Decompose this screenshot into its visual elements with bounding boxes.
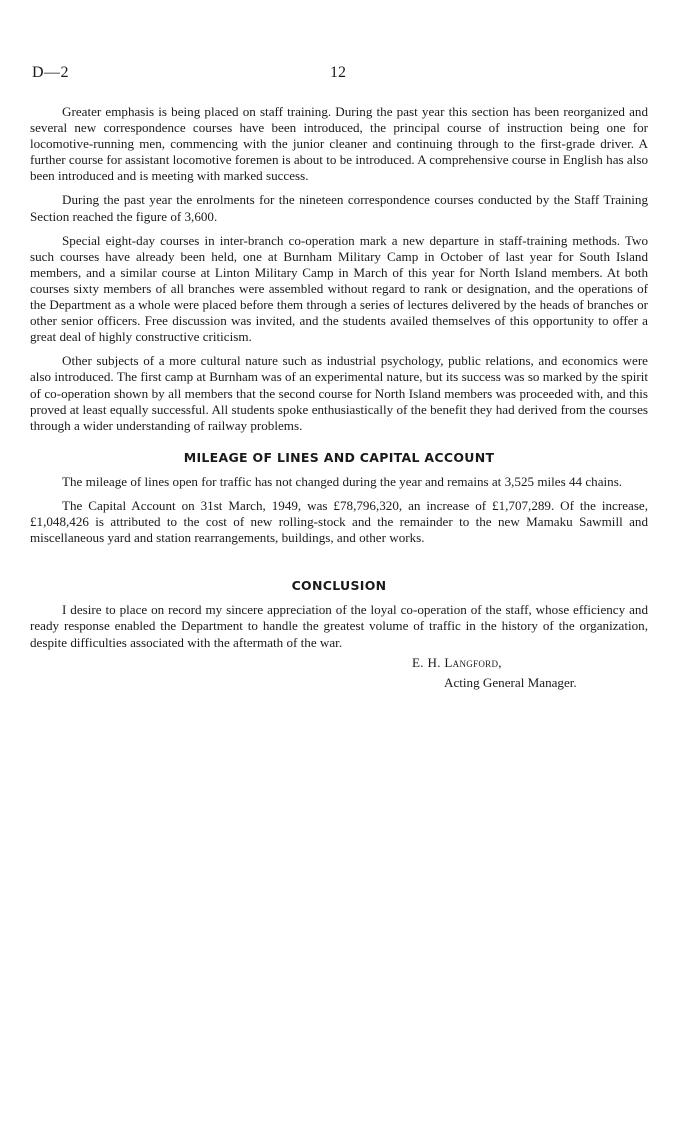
document-reference: D—2 (32, 64, 70, 81)
section-heading-conclusion: CONCLUSION (291, 578, 387, 594)
paragraph-mileage: The mileage of lines open for traffic has not changed during the year and remains at 3,525 miles 44 chains. (62, 473, 623, 489)
paragraph-capital-account: The Capital Account on 31st March, 1949, was £78,796,320, an increase of £1,707,289. Of the increase, £1,048,426 is attributed to the cost of new rolling-stock and the remainder to the new Mamaku Sawmill and miscellaneous yard and station rearrangements, buildings, and other works. (30, 497, 648, 546)
signature-block (30, 653, 648, 693)
signatory-title: Acting General Manager. (444, 674, 577, 690)
paragraph-conclusion: I desire to place on record my sincere appreciation of the loyal co-operation of the staff, whose efficiency and ready response enabled the Department to handle the greatest volume of traffic in the history of the organization, despite difficulties associated with the aftermath of the war. (30, 602, 648, 650)
paragraph-enrolments: During the past year the enrolments for the nineteen correspondence courses conducted by the Staff Training Section reached the figure of 3,600. (30, 192, 648, 224)
paragraph-staff-training: Greater emphasis is being placed on staff training. During the past year this section has been reorganized and several new correspondence courses have been introduced, the principal course of instruction being one for locomotive-running men, commencing with the junior cleaner and continuing through to the first-grade driver. A further course for assistant locomotive foremen is about to be introduced. A comprehensive course in English has also been introduced and is meeting with marked success. (30, 104, 648, 184)
paragraph-special-courses: Special eight-day courses in inter-branch co-operation mark a new departure in staff-training methods. Two such courses have already been held, one at Burnham Military Camp in October of last year for South Island members, and a similar course at Linton Military Camp in March of this year for North Island members. At both courses sixty members of all branches were assembled without regard to rank or designation, and the operations of the Department as a whole were placed before them through a series of lectures delivered by the heads of branches or other senior officers. Free discussion was invited, and the students availed themselves of this opportunity to offer a great deal of highly constructive criticism. (30, 232, 648, 345)
paragraph-cultural-subjects: Other subjects of a more cultural nature such as industrial psychology, public relations, and economics were also introduced. The first camp at Burnham was of an experimental nature, but its success was so marked by the spirit of co-operation shown by all members that the second course for North Island members was proceeded with, and this proved at least equally successful. All students spoke enthusiastically of the benefit they had derived from the courses through a wider understanding of railway problems. (30, 353, 648, 433)
section-heading-mileage: MILEAGE OF LINES AND CAPITAL ACCOUNT (183, 449, 495, 465)
document-body (30, 104, 648, 693)
page-number: 12 (330, 64, 346, 81)
signatory-name: E. H. Langford, (412, 654, 502, 670)
